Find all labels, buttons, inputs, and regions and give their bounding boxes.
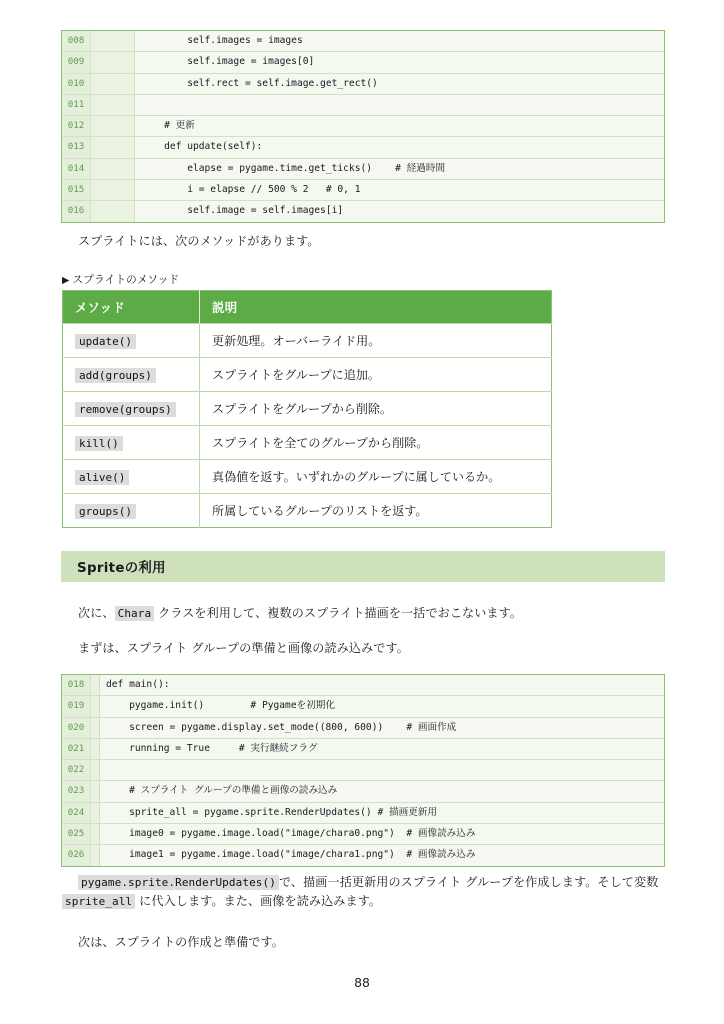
code-gutter	[91, 675, 100, 695]
table-row	[63, 392, 552, 426]
code-gutter	[91, 845, 100, 865]
next-paragraph: 次は、スプライトの作成と準備です。	[78, 935, 284, 949]
code-gutter	[91, 696, 100, 716]
code-gutter	[91, 137, 135, 157]
code-line-number: 021	[62, 739, 91, 759]
code-gutter	[91, 760, 100, 780]
inline-code-method-name: alive()	[75, 470, 129, 485]
sprite-method-table	[62, 290, 552, 528]
code-line-text: self.images = images	[135, 31, 664, 51]
code-line	[62, 739, 664, 760]
table-caption-text: スプライトのメソッド	[72, 274, 180, 286]
code-line	[62, 696, 664, 717]
code-line-number: 013	[62, 137, 91, 157]
code-line	[62, 803, 664, 824]
code-gutter	[91, 781, 100, 801]
code-line-number: 023	[62, 781, 91, 801]
code-gutter	[91, 159, 135, 179]
section-paragraph-1-post: クラスを利用して、複数のスプライト描画を一括でおこないます。	[154, 606, 523, 620]
table-cell-description: 所属しているグループのリストを返す。	[200, 494, 552, 528]
code-line	[62, 675, 664, 696]
explanation-text-2-post: に代入します。また、画像を読み込みます。	[135, 894, 382, 908]
table-cell-description: スプライトを全てのグループから削除。	[200, 426, 552, 460]
code-gutter	[91, 824, 100, 844]
table-cell-description: 更新処理。オーバーライド用。	[200, 324, 552, 358]
code-line-number: 026	[62, 845, 91, 865]
section-heading-text: Spriteの利用	[77, 561, 166, 576]
code-line-number: 011	[62, 95, 91, 115]
code-gutter	[91, 201, 135, 221]
code-line-number: 018	[62, 675, 91, 695]
code-line	[62, 760, 664, 781]
code-gutter	[91, 803, 100, 823]
code-line	[62, 845, 664, 865]
table-cell-method	[63, 494, 200, 528]
code-line	[62, 52, 664, 73]
explanation-text-1: で、描画一括更新用のスプライト グループを作成します。	[278, 875, 598, 889]
table-row	[63, 426, 552, 460]
code-line-text: # スプライト グループの準備と画像の読み込み	[100, 781, 664, 801]
code-line-text: self.image = self.images[i]	[135, 201, 664, 221]
inline-code-method-name: remove(groups)	[75, 402, 176, 417]
table-header-row	[63, 291, 552, 324]
inline-code-method-name: add(groups)	[75, 368, 156, 383]
code-line-number: 008	[62, 31, 91, 51]
code-line-number: 022	[62, 760, 91, 780]
code-line	[62, 116, 664, 137]
code-gutter	[91, 31, 135, 51]
code-line-number: 016	[62, 201, 91, 221]
code-line-text: image0 = pygame.image.load("image/chara0.png") # 画像読み込み	[100, 824, 664, 844]
code-line	[62, 201, 664, 221]
inline-code-method-name: kill()	[75, 436, 123, 451]
intro-paragraph: スプライトには、次のメソッドがあります。	[78, 234, 320, 248]
table-cell-method	[63, 358, 200, 392]
table-row	[63, 324, 552, 358]
section-paragraph-1	[78, 604, 658, 623]
code-line-text: # 更新	[135, 116, 664, 136]
code-block-main-function	[61, 674, 665, 867]
explanation-paragraph	[62, 873, 667, 911]
code-gutter	[91, 52, 135, 72]
table-cell-method	[63, 460, 200, 494]
code-gutter	[91, 116, 135, 136]
code-line-text: screen = pygame.display.set_mode((800, 600)) # 画面作成	[100, 718, 664, 738]
inline-code-chara: Chara	[115, 606, 155, 621]
code-gutter	[91, 718, 100, 738]
table-cell-method	[63, 392, 200, 426]
code-line	[62, 718, 664, 739]
table-cell-description: スプライトをグループから削除。	[200, 392, 552, 426]
code-line-text: running = True # 実行継続フラグ	[100, 739, 664, 759]
code-line	[62, 781, 664, 802]
table-row	[63, 358, 552, 392]
section-paragraph-2: まずは、スプライト グループの準備と画像の読み込みです。	[78, 641, 409, 655]
table-cell-description: 真偽値を返す。いずれかのグループに属しているか。	[200, 460, 552, 494]
code-line-text	[100, 760, 664, 780]
code-line-text	[135, 95, 664, 115]
code-gutter	[91, 95, 135, 115]
table-row	[63, 460, 552, 494]
code-line	[62, 74, 664, 95]
inline-code-renderupdates: pygame.sprite.RenderUpdates()	[78, 875, 279, 890]
code-line	[62, 824, 664, 845]
code-line-number: 020	[62, 718, 91, 738]
table-header-method: メソッド	[63, 291, 200, 324]
code-line	[62, 180, 664, 201]
section-heading-sprite-usage	[61, 551, 665, 582]
explanation-text-2-pre: そして変数	[597, 875, 659, 889]
code-line	[62, 137, 664, 158]
code-gutter	[91, 739, 100, 759]
code-line-number: 025	[62, 824, 91, 844]
section-paragraph-1-pre: 次に、	[78, 606, 115, 620]
code-line-text: self.rect = self.image.get_rect()	[135, 74, 664, 94]
code-gutter	[91, 180, 135, 200]
code-line	[62, 95, 664, 116]
code-line-text: pygame.init() # Pygameを初期化	[100, 696, 664, 716]
code-line-number: 015	[62, 180, 91, 200]
inline-code-sprite-all: sprite_all	[62, 894, 135, 909]
code-line-number: 024	[62, 803, 91, 823]
code-line-text: elapse = pygame.time.get_ticks() # 経過時間	[135, 159, 664, 179]
code-line-text: def main():	[100, 675, 664, 695]
code-line-number: 009	[62, 52, 91, 72]
code-line-number: 010	[62, 74, 91, 94]
code-line-text: image1 = pygame.image.load("image/chara1.png") # 画像読み込み	[100, 845, 664, 865]
code-line-text: sprite_all = pygame.sprite.RenderUpdates() # 描画更新用	[100, 803, 664, 823]
table-cell-method	[63, 324, 200, 358]
table-row	[63, 494, 552, 528]
table-caption	[62, 272, 179, 287]
table-header-description: 説明	[200, 291, 552, 324]
code-line-number: 014	[62, 159, 91, 179]
table-cell-description: スプライトをグループに追加。	[200, 358, 552, 392]
code-line-number: 012	[62, 116, 91, 136]
table-cell-method	[63, 426, 200, 460]
code-gutter	[91, 74, 135, 94]
code-line-number: 019	[62, 696, 91, 716]
code-line-text: self.image = images[0]	[135, 52, 664, 72]
code-line-text: def update(self):	[135, 137, 664, 157]
page-number: 88	[354, 975, 370, 990]
code-line	[62, 159, 664, 180]
inline-code-method-name: groups()	[75, 504, 136, 519]
code-line-text: i = elapse // 500 % 2 # 0, 1	[135, 180, 664, 200]
inline-code-method-name: update()	[75, 334, 136, 349]
code-line	[62, 31, 664, 52]
triangle-marker-icon: ▶	[62, 275, 70, 286]
code-block-sprite-class	[61, 30, 665, 223]
